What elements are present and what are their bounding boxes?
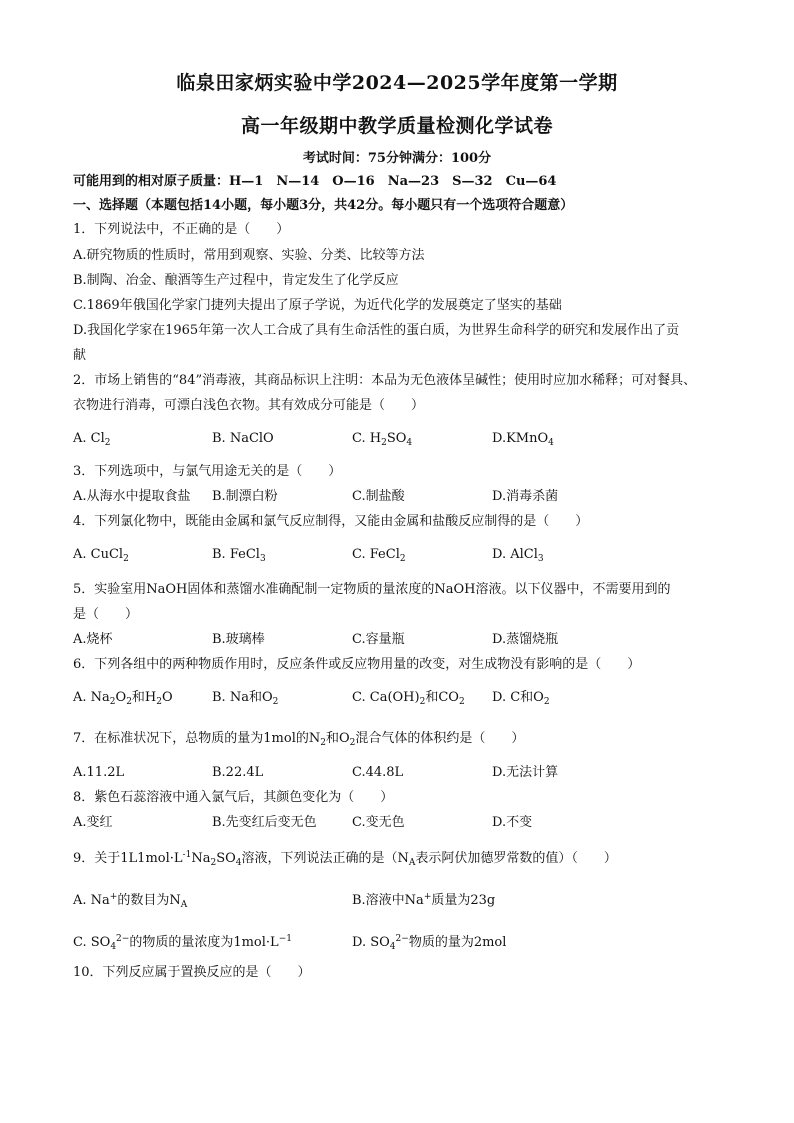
question-2-option-a: A. $Cl_2$: [73, 431, 111, 448]
question-7-option-a: A.11.2L: [73, 765, 125, 780]
question-5-option-c: C.容量瓶: [352, 632, 405, 647]
question-5-stem-cont: 是（ ）: [73, 607, 139, 622]
question-4-stem: 4．下列氯化物中，既能由金属和氯气反应制得，又能由金属和盐酸反应制得的是（ ）: [73, 514, 589, 529]
question-9-option-d: D. $SO_4^{2-}$物质的量为2mol: [352, 934, 507, 952]
question-10-stem: 10．下列反应属于置换反应的是（ ）: [73, 965, 311, 980]
question-3-stem: 3．下列选项中，与氯气用途无关的是（ ）: [73, 464, 342, 479]
question-6-stem: 6．下列各组中的两种物质作用时，反应条件或反应物用量的改变，对生成物没有影响的是（ ）: [73, 657, 641, 672]
question-8-option-b: B.先变红后变无色: [212, 815, 317, 830]
question-1-option-b: B.制陶、冶金、酿酒等生产过程中，肯定发生了化学反应: [73, 273, 399, 288]
question-9-stem: 9．关于$1L1mol\cdot L^{-1}Na_2SO_4$溶液，下列说法正确的是（$N_A$表示阿伏加德罗常数的值）（ ）: [73, 850, 617, 868]
question-4-option-b: B. FeCl$_3$: [212, 547, 266, 564]
question-7-option-d: D.无法计算: [492, 765, 559, 780]
question-1-option-a: A.研究物质的性质时，常用到观察、实验、分类、比较等方法: [73, 248, 425, 263]
question-7-option-c: C.44.8L: [352, 765, 404, 780]
question-1-option-d-cont: 献: [73, 348, 87, 363]
exam-time-info: 考试时间：75分钟满分：100分: [302, 151, 492, 166]
question-7-stem: 7．在标准状况下，总物质的量为1mol的$N_2$和$O_2$混合气体的体积约是（ ）: [73, 731, 525, 748]
question-3-option-b: B.制漂白粉: [212, 489, 278, 504]
question-8-option-a: A.变红: [73, 815, 113, 830]
question-5-option-b: B.玻璃棒: [212, 632, 265, 647]
question-1-stem: 1．下列说法中，不正确的是（ ）: [73, 222, 290, 237]
question-4-option-a: A. CuCl$_2$: [73, 547, 129, 564]
question-7-option-b: B.22.4L: [212, 765, 264, 780]
question-3-option-c: C.制盐酸: [352, 489, 405, 504]
question-3-option-a: A.从海水中提取食盐: [73, 489, 191, 504]
question-5-stem: 5．实验室用NaOH固体和蒸馏水准确配制一定物质的量浓度的NaOH溶液。以下仪器中，不需要用到的: [73, 582, 671, 597]
question-1-option-c: C.1869年俄国化学家门捷列夫提出了原子学说，为近代化学的发展奠定了坚实的基础: [73, 298, 562, 313]
question-1-option-d: D.我国化学家在1965年第一次人工合成了具有生命活性的蛋白质，为世界生命科学的研究和发展作出了贡: [73, 323, 680, 338]
question-4-option-d: D. AlCl$_3$: [492, 547, 544, 564]
question-8-option-c: C.变无色: [352, 815, 405, 830]
question-2-stem: 2．市场上销售的“84”消毒液，其商品标识上注明：本品为无色液体呈碱性；使用时应加水稀释；可对餐具、: [73, 373, 697, 388]
question-2-stem-cont: 衣物进行消毒，可漂白浅色衣物。其有效成分可能是（ ）: [73, 398, 425, 413]
question-8-stem: 8．紫色石蕊溶液中通入氯气后，其颜色变化为（ ）: [73, 790, 394, 805]
question-5-option-d: D.蒸馏烧瓶: [492, 632, 559, 647]
exam-paper-title: 高一年级期中教学质量检测化学试卷: [240, 115, 553, 137]
question-8-option-d: D.不变: [492, 815, 533, 830]
section-title: 一、选择题（本题包括14小题，每小题3分，共42分。每小题只有一个选项符合题意）: [73, 198, 574, 213]
question-6-option-c: C. $Ca(OH)_2$和$CO_2$: [352, 690, 465, 707]
question-9-option-c: C. $SO_4^{2-}$的物质的量浓度为$1mol\cdot L^{-1}$: [73, 934, 292, 952]
atomic-mass-info: 可能用到的相对原子质量：H—1 N—14 O—16 Na—23 S—32 Cu—64: [73, 174, 557, 189]
question-2-option-c: C. $H_2SO_4$: [352, 431, 413, 448]
exam-school-title: 临泉田家炳实验中学2024—2025学年度第一学期: [176, 72, 618, 94]
question-5-option-a: A.烧杯: [73, 632, 113, 647]
question-2-option-d: D.KMnO$_4$: [492, 431, 554, 448]
question-6-option-a: A. $Na_2O_2$和$H_2O$: [73, 690, 173, 707]
question-9-option-b: B.溶液中Na+质量为23g: [352, 892, 496, 908]
question-4-option-c: C. FeCl$_2$: [352, 547, 406, 564]
question-6-option-d: D. C和$O_2$: [492, 690, 550, 707]
question-6-option-b: B. Na和$O_2$: [212, 690, 279, 707]
question-9-option-a: A. Na+的数目为$N_A$: [73, 892, 188, 910]
question-2-option-b: B. NaClO: [212, 431, 274, 446]
question-3-option-d: D.消毒杀菌: [492, 489, 559, 504]
